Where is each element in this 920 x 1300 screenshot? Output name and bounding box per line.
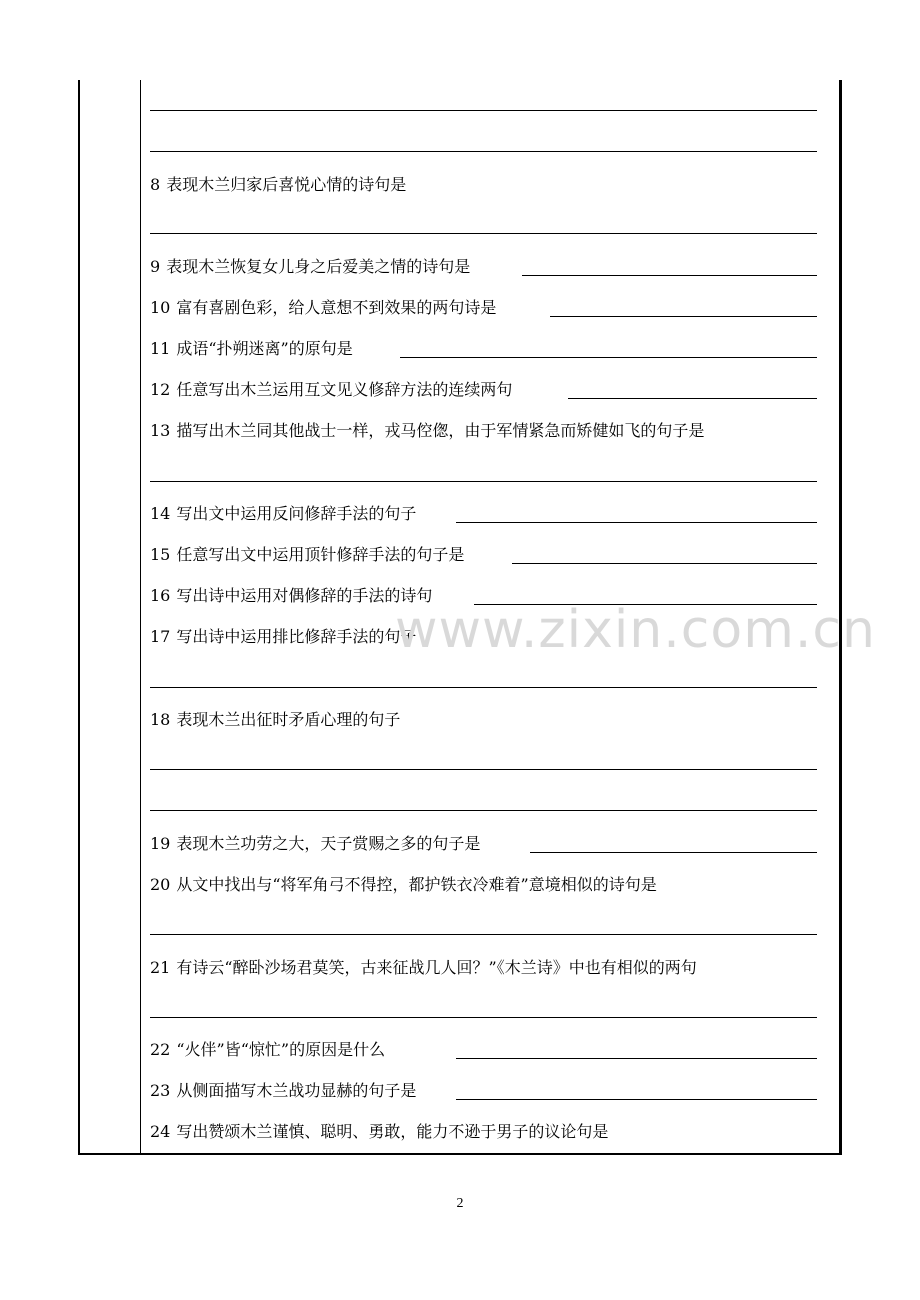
answer-line (150, 1017, 817, 1018)
question-number: 20 (150, 875, 171, 894)
answer-line (150, 481, 817, 482)
question-number: 14 (150, 504, 171, 523)
question-number: 17 (150, 627, 171, 646)
question-number: 12 (150, 380, 171, 399)
question-number: 19 (150, 834, 171, 853)
question-number: 21 (150, 958, 171, 977)
answer-line (150, 769, 817, 770)
question-number: 9 (150, 257, 161, 276)
question-text: 从文中找出与“将军角弓不得控，都护铁衣冷难着”意境相似的诗句是 (176, 875, 657, 894)
answer-line (150, 151, 817, 152)
question-text: 写出文中运用反问修辞手法的句子 (176, 504, 417, 523)
answer-line (150, 687, 817, 688)
question-number: 13 (150, 421, 171, 440)
table-bottom-border (78, 1153, 842, 1155)
table-column-divider (140, 80, 141, 1155)
question-21 (150, 958, 697, 978)
question-text: 富有喜剧色彩，给人意想不到效果的两句诗是 (176, 298, 497, 317)
answer-line (150, 810, 817, 811)
question-text: 表现木兰出征时矛盾心理的句子 (176, 710, 401, 729)
answer-line (512, 563, 817, 564)
answer-line (150, 110, 817, 111)
question-number: 23 (150, 1081, 171, 1100)
question-text: 任意写出木兰运用互文见义修辞方法的连续两句 (176, 380, 513, 399)
question-24 (150, 1122, 608, 1142)
question-14 (150, 504, 416, 524)
question-text: 表现木兰恢复女儿身之后爱美之情的诗句是 (166, 257, 471, 276)
question-16 (150, 586, 432, 606)
question-text: 写出诗中运用排比修辞手法的句子 (176, 627, 417, 646)
question-text: 表现木兰归家后喜悦心情的诗句是 (166, 175, 407, 194)
question-17 (150, 627, 416, 647)
question-number: 22 (150, 1040, 171, 1059)
answer-line (456, 1058, 817, 1059)
answer-line (568, 398, 817, 399)
question-8 (150, 175, 406, 195)
question-text: “火伴”皆“惊忙”的原因是什么 (176, 1040, 386, 1059)
question-text: 写出赞颂木兰谨慎、聪明、勇敢，能力不逊于男子的议论句是 (176, 1122, 609, 1141)
question-text: 描写出木兰同其他战士一样，戎马倥偬，由于军情紧急而矫健如飞的句子是 (176, 421, 705, 440)
question-number: 16 (150, 586, 171, 605)
table-left-border (78, 80, 80, 1155)
watermark: www.zixin.com.cn (395, 600, 876, 660)
answer-line (150, 934, 817, 935)
question-text: 有诗云“醉卧沙场君莫笑，古来征战几人回？”《木兰诗》中也有相似的两句 (176, 958, 697, 977)
answer-line (522, 275, 817, 276)
question-number: 24 (150, 1122, 171, 1141)
answer-line (456, 1099, 817, 1100)
question-11 (150, 339, 353, 359)
answer-line (150, 233, 817, 234)
question-9 (150, 257, 470, 277)
question-20 (150, 875, 657, 895)
question-text: 写出诗中运用对偶修辞的手法的诗句 (176, 586, 433, 605)
answer-line (400, 357, 817, 358)
question-13 (150, 421, 704, 441)
question-22 (150, 1040, 385, 1060)
question-text: 成语“扑朔迷离”的原句是 (176, 339, 353, 358)
page-number: 2 (456, 1196, 464, 1211)
question-23 (150, 1081, 416, 1101)
question-19 (150, 834, 480, 854)
question-10 (150, 298, 496, 318)
question-text: 从侧面描写木兰战功显赫的句子是 (176, 1081, 417, 1100)
answer-line (550, 316, 817, 317)
question-number: 15 (150, 545, 171, 564)
question-12 (150, 380, 512, 400)
question-number: 10 (150, 298, 171, 317)
answer-line (530, 852, 817, 853)
question-18 (150, 710, 400, 730)
question-15 (150, 545, 464, 565)
question-text: 表现木兰功劳之大，天子赏赐之多的句子是 (176, 834, 481, 853)
question-number: 8 (150, 175, 161, 194)
question-number: 18 (150, 710, 171, 729)
answer-line (456, 522, 817, 523)
question-number: 11 (150, 339, 171, 358)
question-text: 任意写出文中运用顶针修辞手法的句子是 (176, 545, 465, 564)
